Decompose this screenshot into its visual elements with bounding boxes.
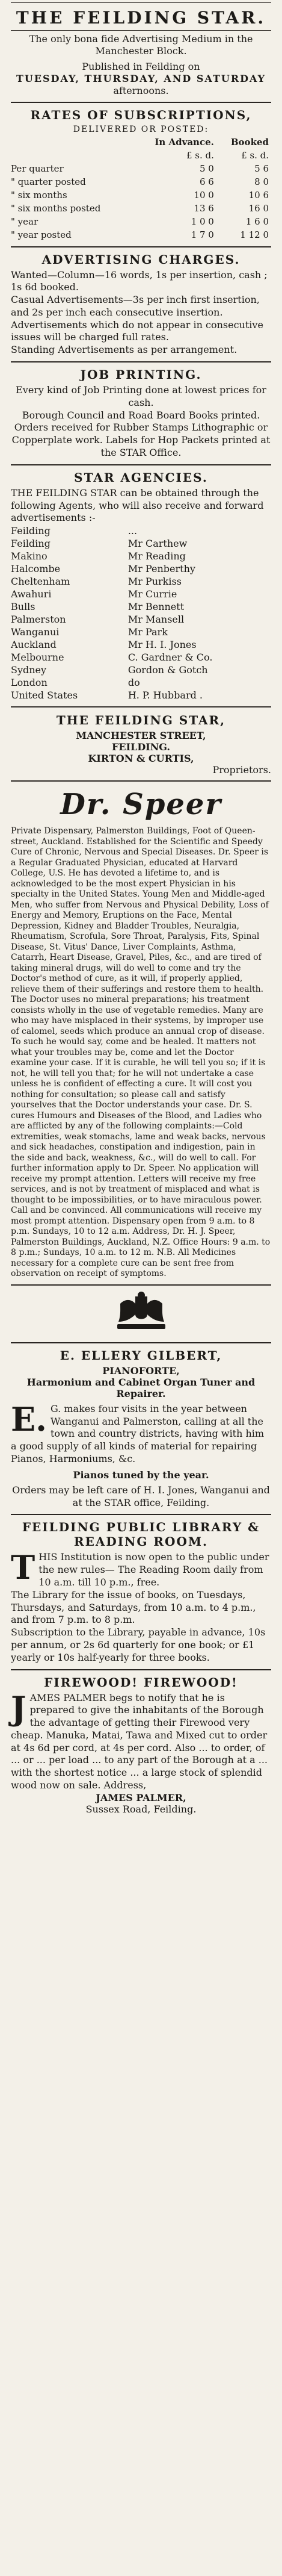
rate-booked: 5 6 xyxy=(254,163,269,174)
rates-units xyxy=(11,149,271,162)
table-row xyxy=(11,664,271,676)
masthead-rule xyxy=(11,30,271,31)
job-printing-title: JOB PRINTING. xyxy=(80,367,202,382)
rate-label: " six months posted xyxy=(11,202,101,214)
library-body-2: The Library for the issue of books, on Tuesdays, Thursdays, and Saturdays, from 10 a.m. to 4 p.m., and from 7 p.m. to 8 p.m. xyxy=(11,1588,256,1626)
agent-place: Wanganui xyxy=(11,626,60,638)
agents-table xyxy=(11,524,271,702)
top-rule xyxy=(11,2,271,3)
table-row xyxy=(11,626,271,638)
footer-masthead-title: THE FEILDING STAR, xyxy=(56,713,226,728)
in-advance-label: In Advance. xyxy=(155,136,214,148)
rate-label: " quarter posted xyxy=(11,176,86,187)
agent-name: Mr Bennett xyxy=(127,601,185,613)
section-divider xyxy=(11,780,271,782)
agent-place: Feilding xyxy=(11,525,51,537)
table-row xyxy=(11,550,271,562)
firewood-dropcap: J xyxy=(11,1688,26,1728)
table-row xyxy=(11,613,271,626)
agent-name: Mr Currie xyxy=(127,588,177,600)
table-row xyxy=(11,689,271,702)
table-row xyxy=(11,162,271,175)
rate-booked: 8 0 xyxy=(254,176,269,187)
publication-days: TUESDAY, THURSDAY, AND SATURDAY xyxy=(16,73,266,84)
speer-body: Private Dispensary, Palmerston Buildings, Foot of Queen-street, Auckland. Established for the Scientific and Speedy Cure of Chronic, Nervous and Special Diseases. Dr. Speer is a Regular Graduated Physician, educated at Harvard College, U.S. He has devoted a lifetime to, and is acknowledged to be the most expert Physician in his specialty in the United States. Young Men and Middle-aged Men, who suffer from Nervous and Physical Debility, Loss of Energy and Memory, Eruptions on the Face, Mental Depression, Kidney and Bladder Troubles, Neuralgia, Rheumatism, Scrofula, Sore Throat, Paralysis, Fits, Spinal Disease, St. Vitus' Dance, Liver Complaints, Asthma, Catarrh, Heart Disease, Gravel, Piles, &c., and are tired of taking mineral drugs, will do well to come and try the Doctor's method of cure, as it will, if properly applied, relieve them of their sufferings and restore them to health. The Doctor uses no mineral preparations; his treatment consists wholly in the use of vegetable remedies. Many are who may have misplaced in their systems, by improper use of calomel, seeds which produce an annual crop of disease. To such he would say, come and be healed. It matters not what your troubles may be, come and let the Doctor examine your case. If it is curable, he will tell you so; if it is not, he will tell you that; for he will not undertake a case unless he is confident of effecting a cure. It will cost you nothing for consultation; so please call and satisfy yourselves that the Doctor understands your case. Dr. S. cures Humours and Diseases of the Blood, and Ladies who are afflicted by any of the following complaints:—Cold extremities, weak stomachs, lame and weak backs, nervous and sick headaches, constipation and indigestion, pain in the side and back, weakness, &c., will do well to call. For further information apply to Dr. Speer. No application will receive my prompt attention. Letters will receive my free services, and is not by treatment of misplaced and what is thought to be impossibilities, or to have miraculous power. Call and be convinced. All communications will receive my most prompt attention. Dispensary open from 9 a.m. to 8 p.m. Sundays, 10 to 12 a.m. Address, Dr. H. J. Speer, Palmerston Buildings, Auckland, N.Z. Office Hours: 9 a.m. to 8 p.m.; Sundays, 10 a.m. to 12 m. N.B. All Medicines necessary for a complete cure can be sent free from observation on receipt of symptoms. xyxy=(11,826,271,1279)
agent-place: Auckland xyxy=(11,639,57,651)
masthead-tagline: The only bona fide Advertising Medium in the Manchester Block. xyxy=(29,33,253,57)
rate-advance: 10 0 xyxy=(194,189,214,201)
table-row xyxy=(11,215,271,228)
table-row xyxy=(11,588,271,600)
section-divider xyxy=(11,1342,271,1343)
rate-booked: 16 0 xyxy=(248,202,269,214)
agent-place: Sydney xyxy=(11,664,47,676)
footer-proprietors: KIRTON & CURTIS, xyxy=(88,753,194,765)
agent-place: United States xyxy=(11,689,78,702)
units-advance: £ s. d. xyxy=(186,149,214,161)
section-divider xyxy=(11,361,271,362)
newspaper-page xyxy=(0,2,282,2576)
section-divider xyxy=(11,464,271,465)
job-printing-text-3: Orders received for Rubber Stamps Lithographic or Copperplate work. Labels for Hop Packets printed at the STAR Office. xyxy=(11,422,271,459)
agencies-intro: THE FEILDING STAR can be obtained through the following Agents, who will also receive and forward advertisements :- xyxy=(11,487,264,524)
table-row xyxy=(11,175,271,188)
agent-place: Cheltenham xyxy=(11,576,70,588)
agent-place: Bulls xyxy=(11,601,35,613)
agent-name: Mr H. I. Jones xyxy=(127,639,197,651)
agencies-title: STAR AGENCIES. xyxy=(74,470,208,485)
rates-table xyxy=(11,135,271,241)
agent-name: Mr Carthew xyxy=(127,538,188,550)
rates-subtitle: DELIVERED OR POSTED: xyxy=(73,125,209,134)
table-row xyxy=(11,676,271,689)
library-body-3: Subscription to the Library, payable in advance, 10s per annum, or 2s 6d quarterly for one book; or £1 yearly or 10s half-yearly for three books. xyxy=(11,1626,266,1663)
job-printing-text-2: Borough Council and Road Board Books printed. xyxy=(22,409,260,421)
footer-street: MANCHESTER STREET, xyxy=(76,730,206,742)
rate-advance: 13 6 xyxy=(194,202,214,214)
rate-label: " year posted xyxy=(11,229,72,240)
gilbert-name: E. ELLERY GILBERT, xyxy=(60,1348,222,1363)
advertising-casual: Casual Advertisements—3s per inch first insertion, and 2s per inch each consecutive insertion. Advertisements which do not appear in consecutive issues will be charged full rates. xyxy=(11,294,263,343)
table-row xyxy=(11,228,271,241)
afternoons-line: afternoons. xyxy=(113,85,169,96)
rate-label: Per quarter xyxy=(11,163,64,174)
library-dropcap: T xyxy=(11,1548,35,1587)
agent-place: Awahuri xyxy=(11,588,52,600)
gilbert-trade: Harmonium and Cabinet Organ Tuner and Repairer. xyxy=(26,1376,256,1399)
royal-coat-of-arms-icon xyxy=(105,1290,177,1337)
rate-label: " year xyxy=(11,216,38,227)
advertising-standing: Standing Advertisements as per arrangement. xyxy=(11,344,238,356)
rates-header xyxy=(11,135,271,149)
rate-advance: 6 6 xyxy=(200,176,214,187)
speer-title: Dr. Speer xyxy=(60,788,222,822)
rate-advance: 5 0 xyxy=(200,163,214,174)
agent-place: Palmerston xyxy=(11,614,66,626)
table-row xyxy=(11,651,271,664)
firewood-body: AMES PALMER begs to notify that he is prepared to give the inhabitants of the Borough the advantage of getting their Firewood very cheap. Manuka, Matai, Tawa and Mixed cut to order at 4s 6d per cord, at 4s per cord. Also ... to order, of ... or ... per load ... to any part of the Borough at a ... with the shortest notice ... a large stock of splendid wood now on sale. Address, xyxy=(11,1691,268,1791)
section-divider xyxy=(11,1514,271,1515)
advertising-wanted: Wanted—Column—16 words, 1s per insertion, cash ; 1s 6d booked. xyxy=(11,269,268,293)
agent-place: London xyxy=(11,677,48,689)
masthead-title: THE FEILDING STAR. xyxy=(16,8,266,28)
agent-name: do xyxy=(127,677,140,689)
rate-booked: 10 6 xyxy=(248,189,269,201)
agent-name: Mr Penberthy xyxy=(127,563,195,575)
job-printing-text-1: Every kind of Job Printing done at lowest prices for cash. xyxy=(16,384,266,408)
agent-name: ... xyxy=(127,525,138,537)
agent-place: Melbourne xyxy=(11,652,64,664)
agent-place: Halcombe xyxy=(11,563,61,575)
rate-booked: 1 6 0 xyxy=(245,216,269,227)
gilbert-orders: Orders may be left care of H. I. Jones, Wanganui and at the STAR office, Feilding. xyxy=(12,1484,270,1508)
library-body-block xyxy=(11,1548,271,1588)
table-row xyxy=(11,638,271,651)
gilbert-tuned: Pianos tuned by the year. xyxy=(73,1469,209,1481)
units-booked: £ s. d. xyxy=(241,149,269,161)
table-row xyxy=(11,562,271,575)
rate-booked: 1 12 0 xyxy=(240,229,269,240)
library-title: FEILDING PUBLIC LIBRARY & READING ROOM. xyxy=(22,1520,260,1549)
agent-place: Makino xyxy=(11,550,48,562)
agent-name: H. P. Hubbard . xyxy=(127,689,203,702)
gilbert-occupation: PIANOFORTE, xyxy=(102,1364,180,1377)
agent-name: Mr Purkiss xyxy=(127,576,182,588)
rate-advance: 1 0 0 xyxy=(191,216,214,227)
footer-proprietors-label: Proprietors. xyxy=(212,764,271,776)
firewood-body-block xyxy=(11,1688,271,1792)
section-divider xyxy=(11,102,271,103)
firewood-address: Sussex Road, Feilding. xyxy=(85,1803,197,1815)
agent-name: Mr Park xyxy=(127,626,168,638)
rate-advance: 1 7 0 xyxy=(191,229,214,240)
table-row xyxy=(11,188,271,202)
agent-name: C. Gardner & Co. xyxy=(127,652,213,664)
gilbert-dropcap: E. xyxy=(11,1399,47,1439)
gilbert-body-block xyxy=(11,1399,271,1466)
firewood-signature: JAMES PALMER, xyxy=(96,1791,186,1803)
gilbert-body: G. makes four visits in the year between Wanganui and Palmerston, calling at all the town and country districts, having with him a good supply of all kinds of material for repairing Pianos, Harmoniums, &c. xyxy=(11,1402,265,1464)
section-divider xyxy=(11,1669,271,1670)
rates-title: RATES OF SUBSCRIPTIONS, xyxy=(30,108,252,122)
agent-place: Feilding xyxy=(11,538,51,550)
published-line: Published in Feilding on xyxy=(82,61,200,72)
section-divider xyxy=(11,246,271,247)
rate-label: " six months xyxy=(11,189,67,201)
firewood-title: FIREWOOD! FIREWOOD! xyxy=(44,1675,238,1690)
agent-name: Mr Mansell xyxy=(127,614,185,626)
section-divider xyxy=(11,1284,271,1286)
booked-label: Booked xyxy=(230,136,269,148)
table-row xyxy=(11,537,271,550)
table-row xyxy=(11,600,271,613)
table-row xyxy=(11,524,271,537)
agent-name: Mr Reading xyxy=(127,550,186,562)
footer-town: FEILDING. xyxy=(112,741,170,753)
section-divider xyxy=(11,706,271,708)
library-body-1: HIS Institution is now open to the public under the new rules— The Reading Room daily from 10 a.m. till 10 p.m., free. xyxy=(38,1551,269,1588)
advertising-title: ADVERTISING CHARGES. xyxy=(41,252,241,267)
table-row xyxy=(11,202,271,215)
table-row xyxy=(11,575,271,588)
agent-name: Gordon & Gotch xyxy=(127,664,208,676)
